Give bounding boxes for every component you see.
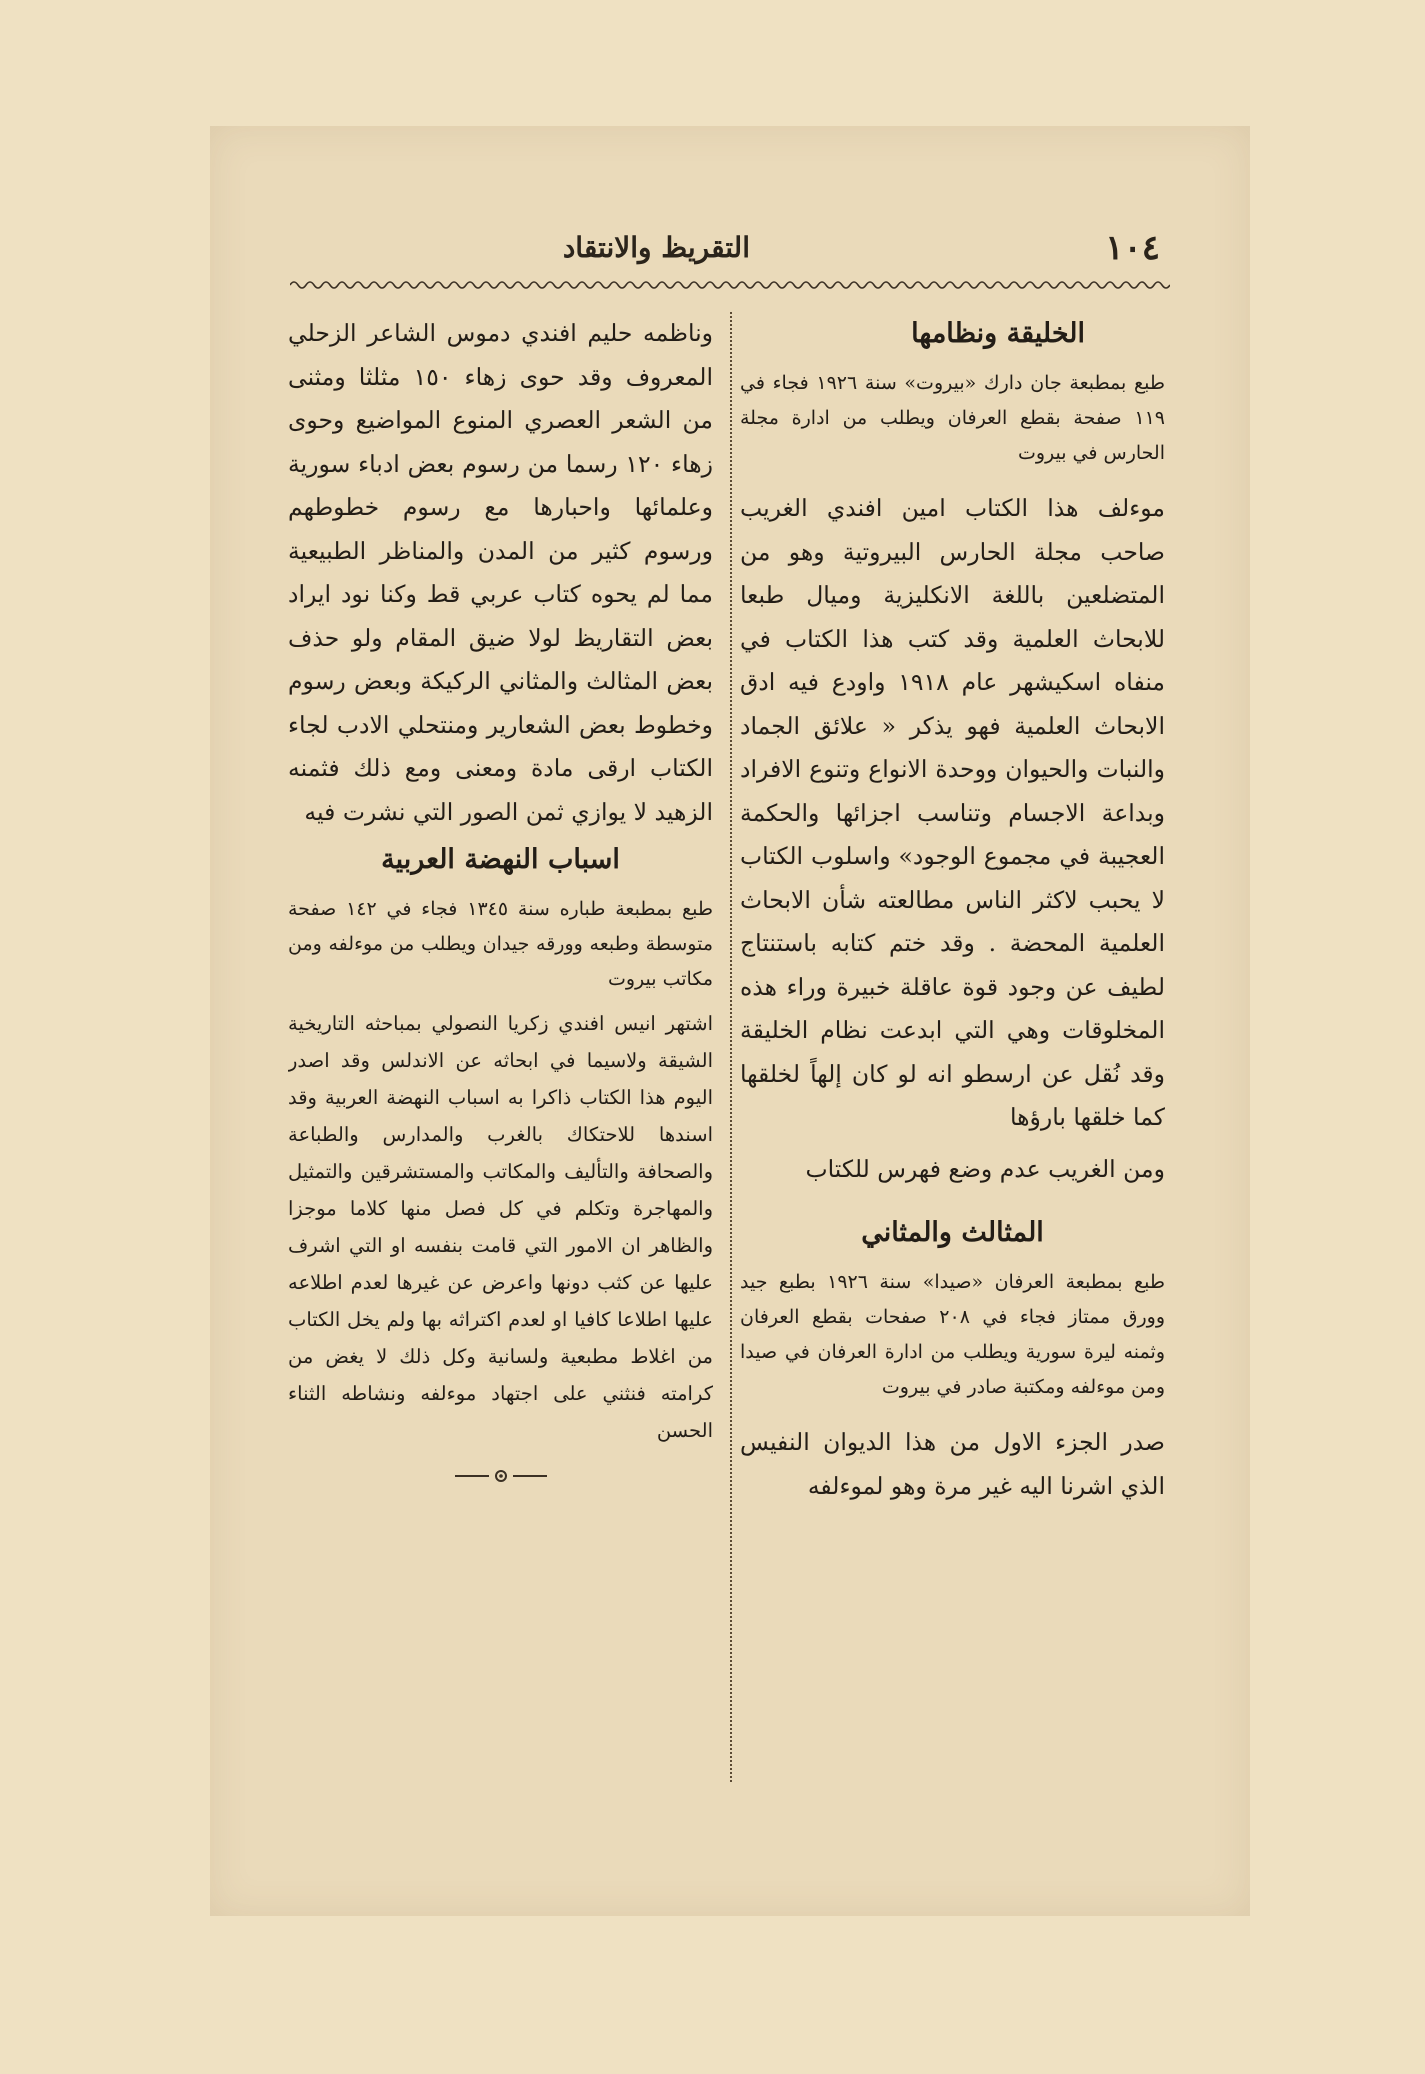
- column-divider: [730, 312, 732, 1782]
- publication-info-mathalith: طبع بمطبعة العرفان «صيدا» سنة ١٩٢٦ بطبع جيد وورق ممتاز فجاء في ٢٠٨ صفحات بقطع العرفان وثمنه ليرة سورية ويطلب من ادارة العرفان في صيدا ومن موءلفه ومكتبة صادر في بيروت: [740, 1271, 1165, 1398]
- page-header: [290, 226, 1170, 270]
- section-title-arab-renaissance: اسباب النهضة العربية: [381, 844, 620, 875]
- review-body-creation: موءلف هذا الكتاب امين افندي الغريب صاحب مجلة الحارس البيروتية وهو من المتضلعين باللغة الانكليزية وميال طبعا للابحاث العلمية وقد كتب هذا الكتاب في منفاه اسكيشهر عام ١٩١٨ واودع فيه ادق الابحاث العلمية فهو يذكر « علائق الجماد والنبات والحيوان ووحدة الانواع وتنوع الافراد وبداعة الاجسام وتناسب اجزائها والحكمة العجيبة في مجموع الوجود» واسلوب الكتاب لا يحبب لاكثر الناس مطالعته شأن الابحاث العلمية المحضة . وقد ختم كتابه باستنتاج لطيف عن وجود قوة عاقلة خبيرة وراء هذه المخلوقات وهي التي ابدعت نظام الخليقة وقد نُقل عن ارسطو انه لو كان إلهاً لخلقها كما خلقها بارؤها: [740, 494, 1165, 1131]
- review-body-arab-renaissance: اشتهر انيس افندي زكريا النصولي بمباحثه التاريخية الشيقة ولاسيما في ابحاثه عن الاندلس وقد اصدر اليوم هذا الكتاب ذاكرا به اسباب النهضة العربية وقد اسندها للاحتكاك بالغرب والمدارس والطباعة والصحافة والتأليف والمكاتب والمستشرقين والتمثيل والمهاجرة وتكلم في كل فصل منها كلاما موجزا والظاهر ان الامور التي قامت بنفسه او التي اشرف عليها عن كثب دونها واعرض عن غيرها لعدم اطلاعه عليها اطلاعا كافيا او لعدم اكتراثه بها ولم يخل الكتاب من اغلاط مطبعية ولسانية وكل ذلك لا يغض من كرامته فنثني على اجتهاد موءلفه ونشاطه الثناء الحسن: [288, 1012, 713, 1442]
- publication-info-arab-renaissance: طبع بمطبعة طباره سنة ١٣٤٥ فجاء في ١٤٢ صفحة متوسطة وطبعه وورقه جيدان ويطلب من موءلفه ومن مكاتب بيروت: [288, 898, 713, 990]
- review-continuation-mathalith: وناظمه حليم افندي دموس الشاعر الزحلي المعروف وقد حوى زهاء ١٥٠ مثلثا ومثنى من الشعر العصري المنوع المواضيع وحوى زهاء ١٢٠ رسما من رسوم بعض ادباء سورية وعلمائها واحبارها مع رسوم خطوطهم ورسوم كثير من المدن والمناظر الطبيعية مما لم يحوه كتاب عربي قط وكنا نود ايراد بعض التقاريظ لولا ضيق المقام ولو حذف بعض المثالث والمثاني الركيكة وبعض رسوم وخطوط بعض الشعارير ومنتحلي الادب لجاء الكتاب ارقى مادة ومعنى ومع ذلك فثمنه الزهيد لا يوازي ثمن الصور التي نشرت فيه: [288, 319, 713, 826]
- publication-info-creation: طبع بمطبعة جان دارك «بيروت» سنة ١٩٢٦ فجاء في ١١٩ صفحة بقطع العرفان ويطلب من ادارة مجلة الحارس في بيروت: [740, 372, 1165, 464]
- end-ornament: [451, 1469, 551, 1483]
- scanned-page: [210, 126, 1250, 1916]
- review-closing-creation: ومن الغريب عدم وضع فهرس للكتاب: [805, 1154, 1165, 1183]
- running-title: التقريظ والانتقاد: [562, 231, 750, 264]
- wavy-rule-divider: [290, 278, 1170, 292]
- section-title-mathalith: المثالث والمثاني: [861, 1217, 1044, 1248]
- page-number: ١٠٤: [1105, 228, 1160, 268]
- left-column: [288, 312, 713, 1792]
- review-body-mathalith: صدر الجزء الاول من هذا الديوان النفيس الذي اشرنا اليه غير مرة وهو لموءلفه: [740, 1428, 1165, 1500]
- right-column: [740, 312, 1165, 1792]
- section-title-creation: الخليقة ونظامها: [911, 318, 1085, 349]
